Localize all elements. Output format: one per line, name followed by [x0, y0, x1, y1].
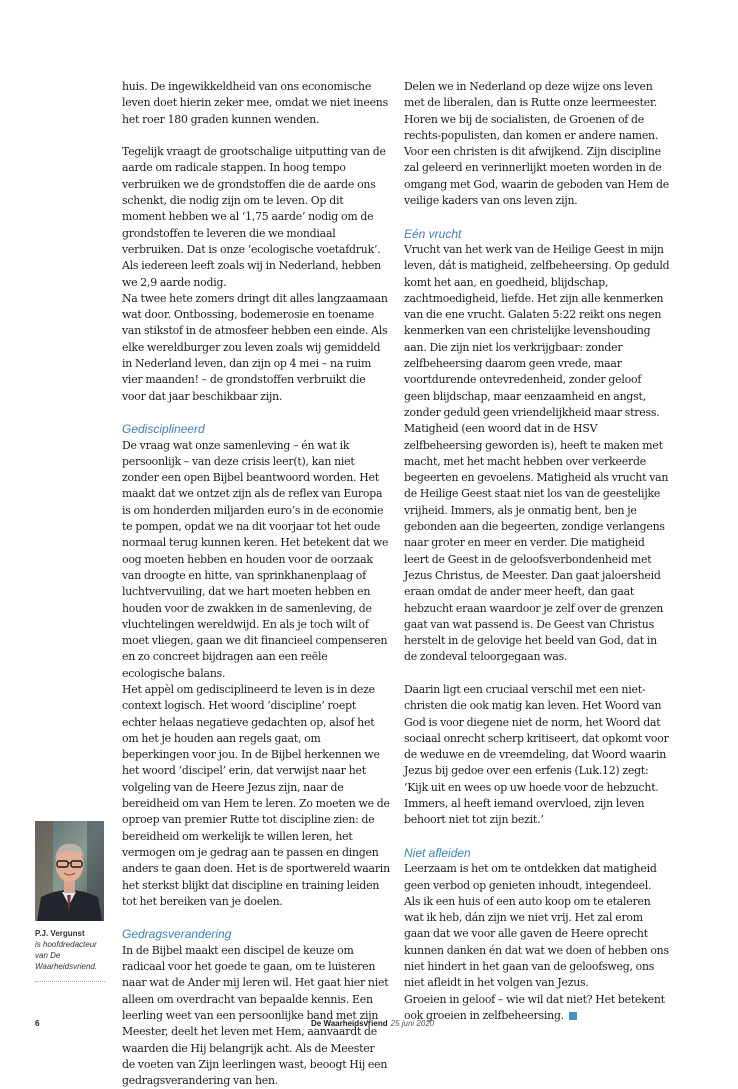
section-heading: Niet afleiden	[404, 845, 471, 860]
author-description: is hoofdredacteur van De Waarheidsvriend.	[35, 940, 98, 971]
running-footer	[311, 1019, 434, 1028]
caption-divider	[35, 981, 105, 982]
issue-date: 25 juni 2020	[390, 1019, 435, 1028]
end-of-article-marker	[569, 1012, 577, 1020]
section-heading: Eén vrucht	[404, 226, 462, 241]
paragraph: Groeien in geloof – wie wil dat niet? Het betekent ook groeien in zelfbeheersing.	[404, 992, 665, 1022]
paragraph: In de Bijbel maakt een discipel de keuze om radicaal voor het goede te gaan, om te luisteren naar wat de Ander mij leren wil. Het gaat hier niet alleen om overdracht van bepaalde kennis. Een leerling weet van een persoonlijke band met zijn Meester, deelt het leven met Hem, aanvaardt de waarden die Hij belangrijk acht. Als de Meester de voeten van Zijn leerlingen wast, beoogt Hij een gedragsverandering van hen.	[122, 943, 389, 1088]
section-heading: Gedisciplineerd	[122, 422, 205, 437]
page-number: 6	[35, 1019, 40, 1028]
paragraph: De vraag wat onze samenleving – én wat ik persoonlijk – van deze crisis leer(t), kan niet zonder een open Bijbel beantwoord worden. Het maakt dat we ontzet zijn als de reflex van Europa is om honderden miljarden euro’s in de economie te pompen, opdat we na dit voorjaar tot het oude normaal terug kunnen keren. Het betekent dat we oog moeten hebben en houden voor de oorzaak van droogte en hitte, van sprinkhanenplaag of luchtvervuiling, dat we hart moeten hebben en houden voor de zwakken in de samenleving, de vluchtelingen wereldwijd. En als je toch wilt of moet vliegen, gaan we dit financieel compenseren en zo concreet bijdragen aan een reële ecologische balans.	[122, 438, 389, 680]
article-column-left	[122, 79, 390, 1089]
author-photo	[35, 821, 104, 921]
author-name: P.J. Vergunst	[35, 929, 85, 938]
paragraph: Daarin ligt een cruciaal verschil met een niet-christen die ook matig kan leven. Het Woord van God is voor diegene niet de norm, het Woord dat sociaal onrecht scherp kritiseert, dat opkomt voor de weduwe en de vreemdeling, dat Woord waarin Jezus bij gedoe over een erfenis (Luk.12) zegt: ‘Kijk uit en wees op uw hoede voor de hebzucht. Immers, al heeft iemand overvloed, zijn leven behoort niet tot zijn bezit.’	[404, 682, 669, 827]
paragraph: Vrucht van het werk van de Heilige Geest in mijn leven, dát is matigheid, zelfbeheersing. Op geduld komt het aan, en goedheid, blijdschap, zachtmoedigheid, liefde. Het zijn alle kenmerken van die ene vrucht. Galaten 5:22 reikt ons negen kenmerken van een christelijke levenshouding aan. Die zijn niet los verkrijgbaar: zonder zelfbeheersing daarom geen vrede, maar voortdurende ontevredenheid, zonder geloof geen blijdschap, maar eenzaamheid en angst, zonder geduld geen vriendelijkheid maar stress. Matigheid (een woord dat in de HSV zelfbeheersing geworden is), heeft te maken met macht, met het macht hebben over verkeerde begeerten en gevoelens. Matigheid als vrucht van de Heilige Geest staat niet los van de geestelijke vrijheid. Immers, als je onmatig bent, ben je gebonden aan die begeerten, zondige verlangens naar groter en meer en verder. Die matigheid leert de Geest in de geloofsverbondenheid met Jezus Christus, de Meester. Dan gaat jaloersheid eraan omdat de ander meer heeft, dan gaat hebzucht eraan waardoor je zelf over de grenzen gaat van wat passend is. De Geest van Christus herstelt in de gelovige het beeld van God, dat in de zondeval teloorgegaan was.	[404, 242, 670, 664]
paragraph: huis. De ingewikkeldheid van ons economische leven doet hierin zeker mee, omdat we niet ineens het roer 180 graden kunnen wenden.	[122, 80, 388, 126]
paragraph: Leerzaam is het om te ontdekken dat matigheid geen verbod op genieten inhoudt, integendeel. Als ik een huis of een auto koop om te etaleren wat ik heb, dán zijn we niet vrij. Het zal erom gaan dat we voor alle gaven de Heere oprecht kunnen danken én dat wat we doen of hebben ons niet hindert in het gaan van de geloofsweg, ons niet afleidt in het volgen van Jezus.	[404, 862, 669, 990]
article-column-right	[404, 79, 670, 1024]
publication-name: De Waarheidsvriend	[311, 1019, 388, 1028]
paragraph: Delen we in Nederland op deze wijze ons leven met de liberalen, dan is Rutte onze leermeester. Horen we bij de socialisten, de Groenen of de rechts-populisten, dan komen er andere namen. Voor een christen is dit afwijkend. Zijn discipline zal geleerd en verinnerlijkt moeten worden in de omgang met God, waarin de geboden van Hem de veilige kaders van ons leven zijn.	[404, 80, 669, 208]
paragraph: Tegelijk vraagt de grootschalige uitputting van de aarde om radicale stappen. In hoog tempo verbruiken we de grondstoffen die de aarde ons schenkt, die nodig zijn om te leven. Op dit moment hebben we al ‘1,75 aarde’ nodig om de grondstoffen te leveren die we mondiaal verbruiken. Dat is onze ‘ecologische voetafdruk’. Als iedereen leeft zoals wij in Nederland, hebben we 2,9 aarde nodig.	[122, 145, 386, 289]
paragraph: Na twee hete zomers dringt dit alles langzaamaan wat door. Ontbossing, bodemerosie en toename van stikstof in de atmosfeer hebben een einde. Als elke wereldburger zou leven zoals wij gemiddeld in Nederland leven, dan zijn op 4 mei – na ruim vier maanden! – de grondstoffen verbruikt die voor dat jaar beschikbaar zijn.	[122, 291, 388, 403]
section-heading: Gedragsverandering	[122, 927, 232, 942]
author-caption	[35, 928, 110, 972]
paragraph: Het appèl om gedisciplineerd te leven is in deze context logisch. Het woord ‘discipline’ roept echter helaas negatieve gedachten op, alsof het om het je houden aan regels gaat, om beperkingen voor jou. In de Bijbel herkennen we het woord ‘discipel’ erin, dat verwijst naar het volgeling van de Heere Jezus zijn, naar de bereidheid om van Hem te leren. Zo moeten we de oproep van premier Rutte tot discipline zien: de bereidheid om werkelijk te willen leren, het vermogen om je gedrag aan te passen en dingen anders te gaan doen. Het is de sportwereld waarin het sterkst blijkt dat discipline en training leiden tot het bereiken van je doelen.	[122, 682, 390, 908]
